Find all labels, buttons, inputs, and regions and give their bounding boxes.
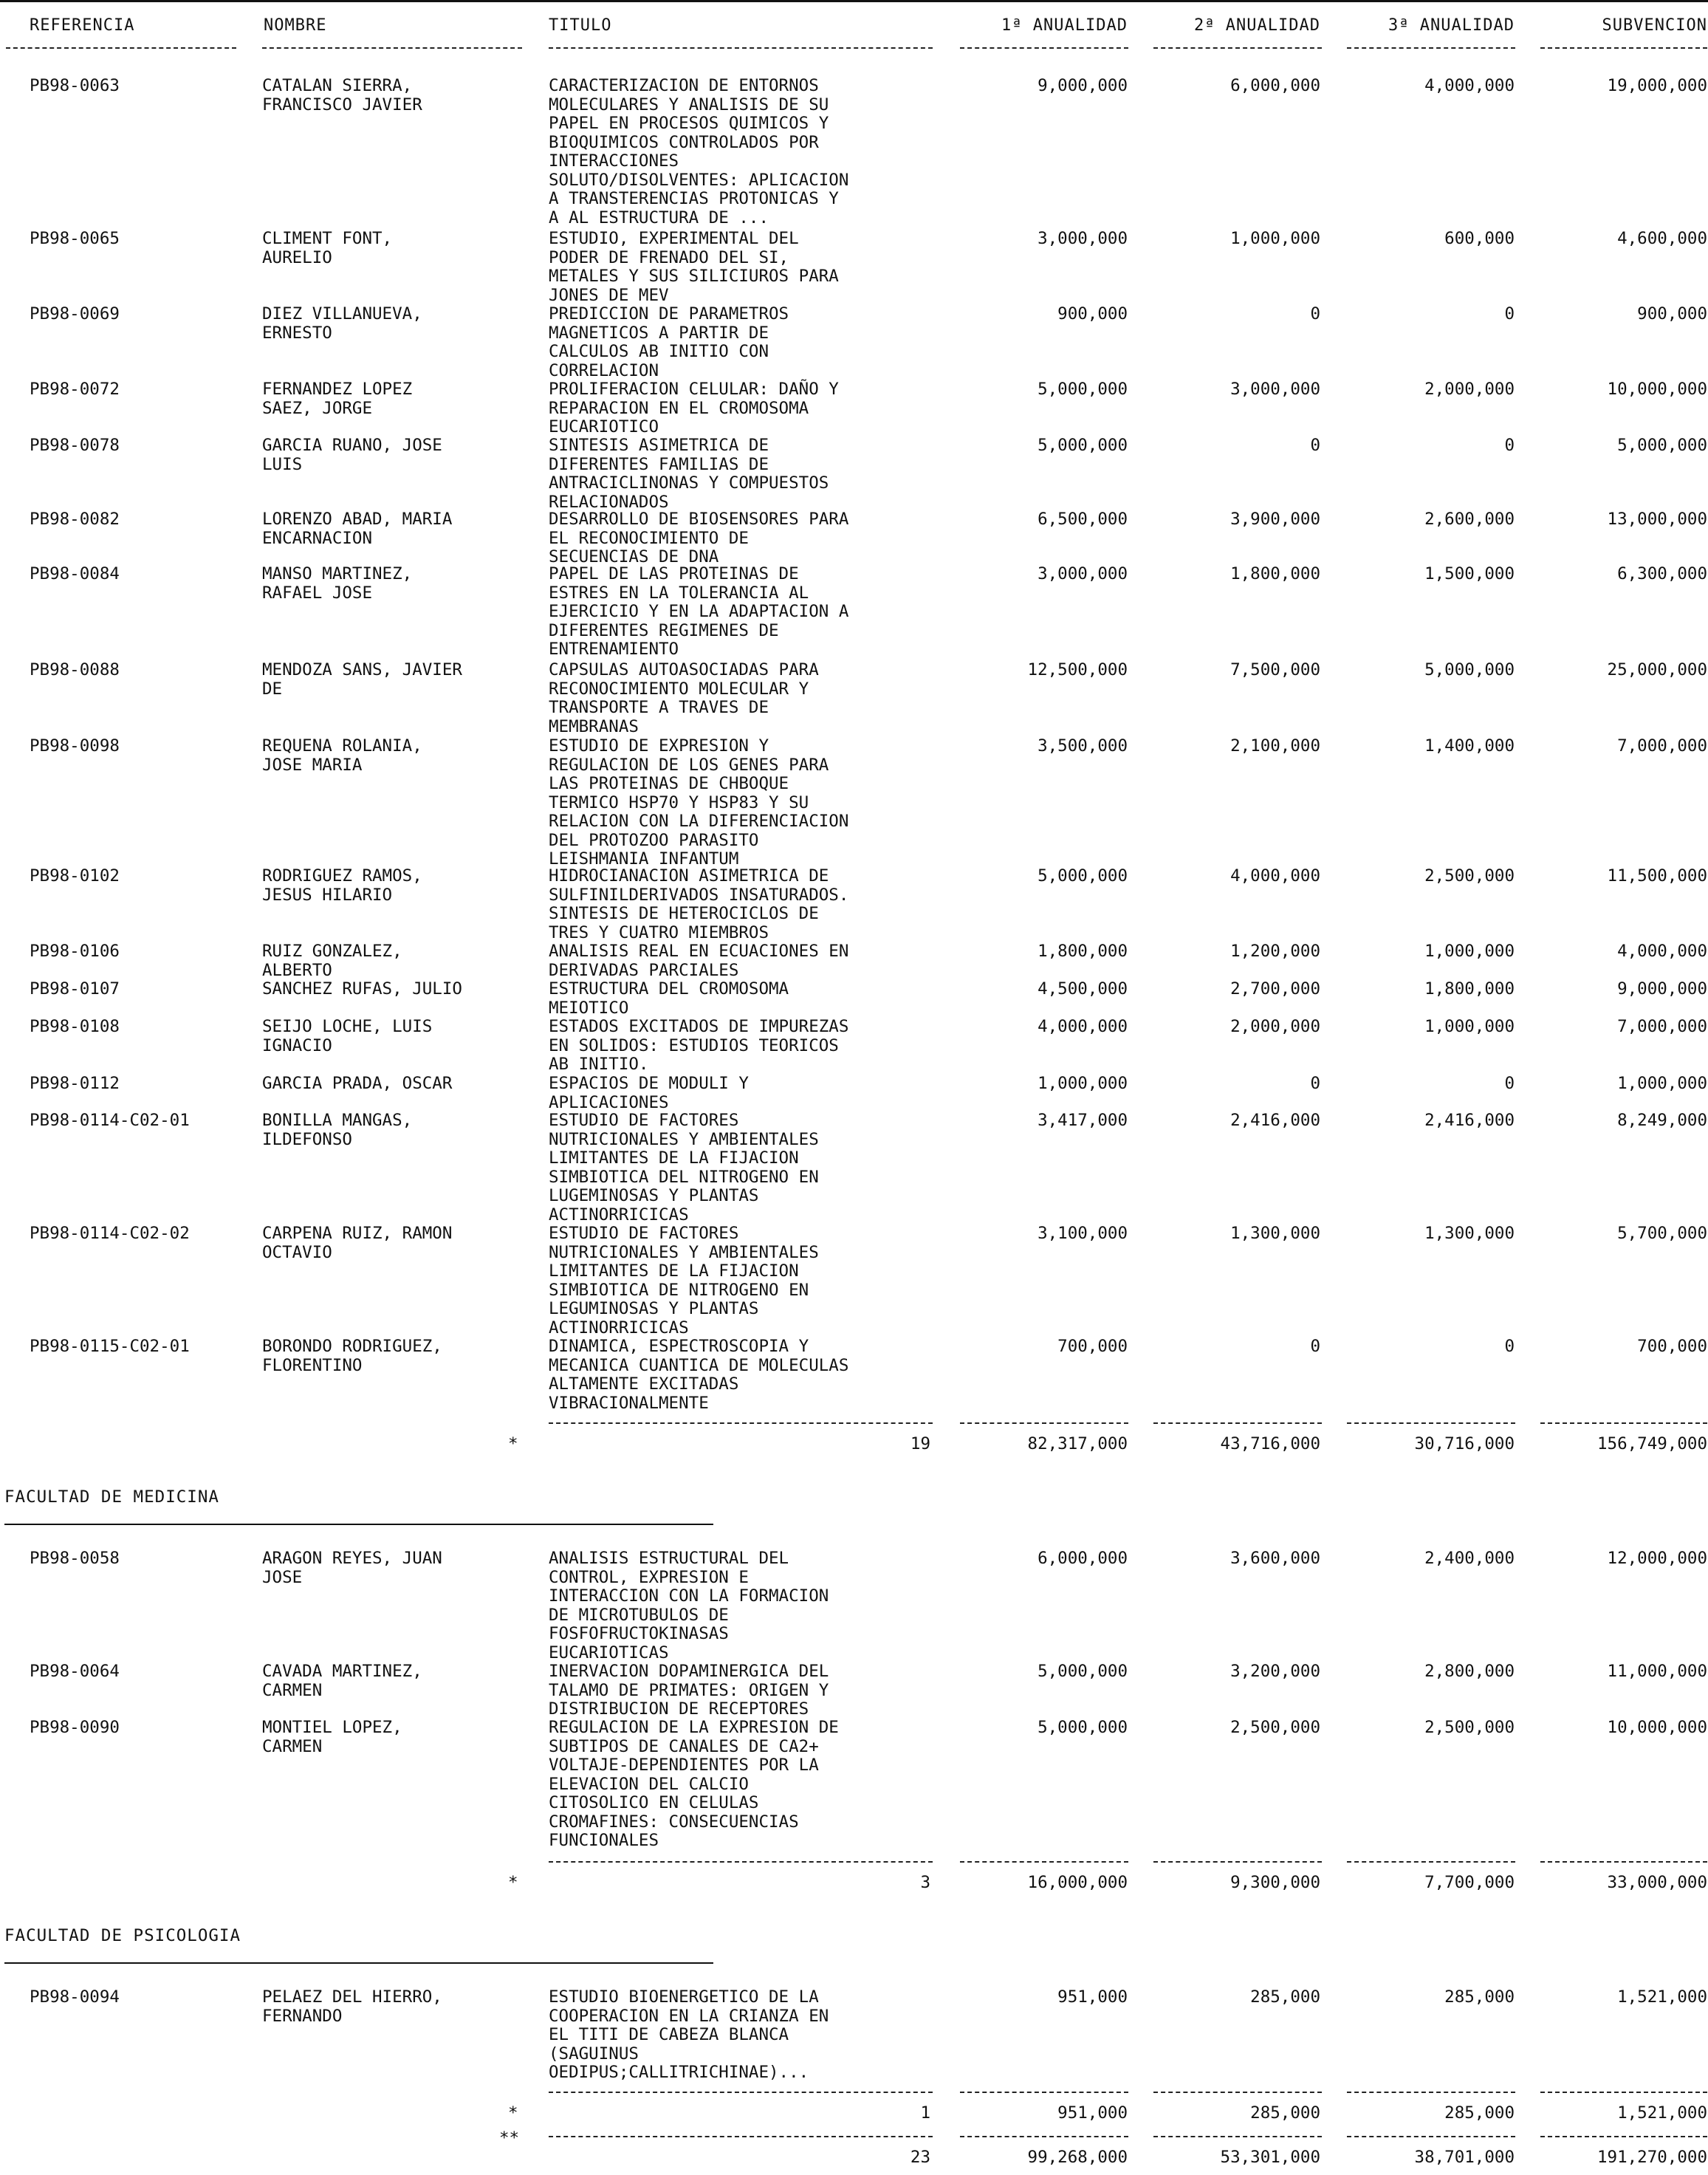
researcher-name-cell: GARCIA PRADA, OSCAR xyxy=(262,1074,453,1093)
subvencion-cell: 5,000,000 xyxy=(1617,436,1707,455)
anualidad-3-cell: 2,500,000 xyxy=(1424,1718,1515,1737)
reference-cell: PB98-0069 xyxy=(30,304,120,323)
researcher-name-cell: CARPENA RUIZ, RAMON OCTAVIO xyxy=(262,1224,453,1262)
header-underline xyxy=(6,47,236,49)
project-title-cell: ESTUDIO DE FACTORES NUTRICIONALES Y AMBIENTALES LIMITANTES DE LA FIJACION SIMBIOTICA DE NITROGENO EN LEGUMINOSAS Y PLANTAS ACTINORRICICAS xyxy=(549,1224,819,1337)
project-title-cell: SINTESIS ASIMETRICA DE DIFERENTES FAMILIAS DE ANTRACICLINONAS Y COMPUESTOS RELACIONADOS xyxy=(549,436,829,512)
anualidad-3-cell: 4,000,000 xyxy=(1424,76,1515,95)
total-rule xyxy=(1540,2136,1707,2137)
subtotal-count: 1 xyxy=(920,2103,930,2123)
project-title-cell: ESTUDIO DE FACTORES NUTRICIONALES Y AMBIENTALES LIMITANTES DE LA FIJACION SIMBIOTICA DEL NITROGENO EN LUGEMINOSAS Y PLANTAS ACTINORRICICAS xyxy=(549,1111,819,1224)
project-title-cell: ANALISIS REAL EN ECUACIONES EN DERIVADAS PARCIALES xyxy=(549,942,849,980)
subtotal-anualidad-3: 7,700,000 xyxy=(1424,1873,1515,1892)
reference-cell: PB98-0063 xyxy=(30,76,120,95)
anualidad-2-cell: 285,000 xyxy=(1250,1987,1320,2007)
researcher-name-cell: SEIJO LOCHE, LUIS IGNACIO xyxy=(262,1017,433,1055)
anualidad-1-cell: 5,000,000 xyxy=(1038,1662,1128,1681)
anualidad-2-cell: 7,500,000 xyxy=(1230,660,1320,679)
anualidad-2-cell: 3,600,000 xyxy=(1230,1549,1320,1568)
anualidad-1-cell: 700,000 xyxy=(1057,1337,1128,1356)
total-rule xyxy=(1540,1422,1707,1424)
anualidad-2-cell: 6,000,000 xyxy=(1230,76,1320,95)
subvencion-cell: 1,521,000 xyxy=(1617,1987,1707,2007)
researcher-name-cell: DIEZ VILLANUEVA, ERNESTO xyxy=(262,304,422,343)
grand-total-anualidad-2: 53,301,000 xyxy=(1220,2148,1320,2167)
anualidad-2-cell: 1,800,000 xyxy=(1230,564,1320,583)
subtotal-count: 19 xyxy=(910,1434,930,1453)
total-rule xyxy=(1347,1861,1515,1863)
subtotal-marker: * xyxy=(508,1873,518,1892)
researcher-name-cell: CAVADA MARTINEZ, CARMEN xyxy=(262,1662,422,1700)
total-rule xyxy=(1153,2092,1322,2093)
subtotal-subvencion: 1,521,000 xyxy=(1617,2103,1707,2123)
header-anualidad-1: 1ª ANUALIDAD xyxy=(1001,16,1128,35)
subvencion-cell: 8,249,000 xyxy=(1617,1111,1707,1130)
subvencion-cell: 10,000,000 xyxy=(1607,380,1707,399)
subtotal-marker: * xyxy=(508,1434,518,1453)
subvencion-cell: 19,000,000 xyxy=(1607,76,1707,95)
anualidad-3-cell: 1,300,000 xyxy=(1424,1224,1515,1243)
researcher-name-cell: RUIZ GONZALEZ, ALBERTO xyxy=(262,942,402,980)
anualidad-2-cell: 1,000,000 xyxy=(1230,229,1320,248)
researcher-name-cell: ARAGON REYES, JUAN JOSE xyxy=(262,1549,442,1587)
group2-total xyxy=(0,1851,1708,1895)
grand-total xyxy=(0,2126,1708,2170)
subvencion-cell: 6,300,000 xyxy=(1617,564,1707,583)
anualidad-1-cell: 951,000 xyxy=(1057,1987,1128,2007)
subvencion-cell: 1,000,000 xyxy=(1617,1074,1707,1093)
grand-total-anualidad-1: 99,268,000 xyxy=(1027,2148,1128,2167)
anualidad-3-cell: 1,400,000 xyxy=(1424,736,1515,756)
subvencion-cell: 25,000,000 xyxy=(1607,660,1707,679)
section-title-psicologia: FACULTAD DE PSICOLOGIA xyxy=(4,1926,241,1945)
anualidad-3-cell: 2,000,000 xyxy=(1424,380,1515,399)
reference-cell: PB98-0090 xyxy=(30,1718,120,1737)
anualidad-3-cell: 0 xyxy=(1504,1337,1515,1356)
subvencion-cell: 11,500,000 xyxy=(1607,866,1707,886)
anualidad-3-cell: 5,000,000 xyxy=(1424,660,1515,679)
subvencion-cell: 4,600,000 xyxy=(1617,229,1707,248)
anualidad-1-cell: 1,000,000 xyxy=(1038,1074,1128,1093)
researcher-name-cell: SANCHEZ RUFAS, JULIO xyxy=(262,979,462,999)
total-rule xyxy=(960,2092,1128,2093)
project-title-cell: ESTUDIO, EXPERIMENTAL DEL PODER DE FRENADO DEL SI, METALES Y SUS SILICIUROS PARA JONES DE MEV xyxy=(549,229,839,305)
total-rule xyxy=(1153,1422,1322,1424)
project-title-cell: ESPACIOS DE MODULI Y APLICACIONES xyxy=(549,1074,749,1112)
anualidad-1-cell: 3,000,000 xyxy=(1038,229,1128,248)
subvencion-cell: 5,700,000 xyxy=(1617,1224,1707,1243)
project-title-cell: PAPEL DE LAS PROTEINAS DE ESTRES EN LA TOLERANCIA AL EJERCICIO Y EN LA ADAPTACION A DIFERENTES REGIMENES DE ENTRENAMIENTO xyxy=(549,564,849,659)
section-rule xyxy=(4,1962,713,1964)
header-anualidad-2: 2ª ANUALIDAD xyxy=(1194,16,1320,35)
total-rule xyxy=(960,1422,1128,1424)
anualidad-2-cell: 2,416,000 xyxy=(1230,1111,1320,1130)
header-underline xyxy=(549,47,933,49)
researcher-name-cell: MANSO MARTINEZ, RAFAEL JOSE xyxy=(262,564,413,603)
project-title-cell: ESTUDIO BIOENERGETICO DE LA COOPERACION EN LA CRIANZA EN EL TITI DE CABEZA BLANCA (SAGUINUS OEDIPUS;CALLITRICHINAE)... xyxy=(549,1987,829,2082)
total-rule xyxy=(1540,2092,1707,2093)
reference-cell: PB98-0114-C02-01 xyxy=(30,1111,190,1130)
subtotal-anualidad-3: 285,000 xyxy=(1444,2103,1515,2123)
subvencion-cell: 9,000,000 xyxy=(1617,979,1707,999)
anualidad-2-cell: 3,200,000 xyxy=(1230,1662,1320,1681)
total-rule xyxy=(549,2136,933,2137)
project-title-cell: DINAMICA, ESPECTROSCOPIA Y MECANICA CUANTICA DE MOLECULAS ALTAMENTE EXCITADAS VIBRACIONALMENTE xyxy=(549,1337,849,1413)
header-underline xyxy=(1540,47,1707,49)
anualidad-2-cell: 2,100,000 xyxy=(1230,736,1320,756)
researcher-name-cell: BORONDO RODRIGUEZ, FLORENTINO xyxy=(262,1337,442,1375)
subtotal-anualidad-2: 43,716,000 xyxy=(1220,1434,1320,1453)
subvencion-cell: 900,000 xyxy=(1637,304,1707,323)
anualidad-1-cell: 1,800,000 xyxy=(1038,942,1128,961)
researcher-name-cell: FERNANDEZ LOPEZ SAEZ, JORGE xyxy=(262,380,413,418)
subtotal-anualidad-3: 30,716,000 xyxy=(1414,1434,1515,1453)
anualidad-1-cell: 3,100,000 xyxy=(1038,1224,1128,1243)
anualidad-3-cell: 2,400,000 xyxy=(1424,1549,1515,1568)
total-rule xyxy=(960,1861,1128,1863)
anualidad-1-cell: 4,000,000 xyxy=(1038,1017,1128,1036)
total-rule xyxy=(549,1422,933,1424)
subvencion-cell: 12,000,000 xyxy=(1607,1549,1707,1568)
total-rule xyxy=(1347,1422,1515,1424)
anualidad-1-cell: 4,500,000 xyxy=(1038,979,1128,999)
subtotal-count: 3 xyxy=(920,1873,930,1892)
reference-cell: PB98-0098 xyxy=(30,736,120,756)
total-rule xyxy=(1347,2092,1515,2093)
reference-cell: PB98-0058 xyxy=(30,1549,120,1568)
reference-cell: PB98-0065 xyxy=(30,229,120,248)
researcher-name-cell: LORENZO ABAD, MARIA ENCARNACION xyxy=(262,510,453,548)
reference-cell: PB98-0114-C02-02 xyxy=(30,1224,190,1243)
grand-total-count: 23 xyxy=(910,2148,930,2167)
grand-total-anualidad-3: 38,701,000 xyxy=(1414,2148,1515,2167)
subtotal-anualidad-2: 285,000 xyxy=(1250,2103,1320,2123)
header-nombre: NOMBRE xyxy=(264,16,327,35)
group1-total xyxy=(0,1412,1708,1456)
total-rule xyxy=(1153,1861,1322,1863)
anualidad-1-cell: 900,000 xyxy=(1057,304,1128,323)
grand-total-marker: ** xyxy=(499,2128,520,2148)
subtotal-marker: * xyxy=(508,2103,518,2123)
anualidad-3-cell: 1,500,000 xyxy=(1424,564,1515,583)
project-title-cell: HIDROCIANACION ASIMETRICA DE SULFINILDERIVADOS INSATURADOS. SINTESIS DE HETEROCICLOS DE TRES Y CUATRO MIEMBROS xyxy=(549,866,849,942)
reference-cell: PB98-0115-C02-01 xyxy=(30,1337,190,1356)
total-rule xyxy=(549,1861,933,1863)
researcher-name-cell: CLIMENT FONT, AURELIO xyxy=(262,229,393,267)
anualidad-3-cell: 2,416,000 xyxy=(1424,1111,1515,1130)
anualidad-2-cell: 0 xyxy=(1310,1337,1320,1356)
total-rule xyxy=(549,2092,933,2093)
anualidad-1-cell: 5,000,000 xyxy=(1038,380,1128,399)
researcher-name-cell: GARCIA RUANO, JOSE LUIS xyxy=(262,436,442,474)
reference-cell: PB98-0107 xyxy=(30,979,120,999)
anualidad-3-cell: 1,000,000 xyxy=(1424,1017,1515,1036)
subvencion-cell: 11,000,000 xyxy=(1607,1662,1707,1681)
project-title-cell: PROLIFERACION CELULAR: DAÑO Y REPARACION EN EL CROMOSOMA EUCARIOTICO xyxy=(549,380,839,436)
reference-cell: PB98-0078 xyxy=(30,436,120,455)
section-title-medicina: FACULTAD DE MEDICINA xyxy=(4,1487,219,1507)
anualidad-1-cell: 3,417,000 xyxy=(1038,1111,1128,1130)
anualidad-2-cell: 0 xyxy=(1310,304,1320,323)
researcher-name-cell: MONTIEL LOPEZ, CARMEN xyxy=(262,1718,402,1756)
reference-cell: PB98-0084 xyxy=(30,564,120,583)
anualidad-2-cell: 3,000,000 xyxy=(1230,380,1320,399)
anualidad-3-cell: 2,500,000 xyxy=(1424,866,1515,886)
project-title-cell: ANALISIS ESTRUCTURAL DEL CONTROL, EXPRESION E INTERACCION CON LA FORMACION DE MICROTUBULOS DE FOSFOFRUCTOKINASAS EUCARIOTICAS xyxy=(549,1549,829,1662)
project-title-cell: ESTRUCTURA DEL CROMOSOMA MEIOTICO xyxy=(549,979,789,1018)
anualidad-2-cell: 1,300,000 xyxy=(1230,1224,1320,1243)
anualidad-3-cell: 0 xyxy=(1504,304,1515,323)
reference-cell: PB98-0106 xyxy=(30,942,120,961)
researcher-name-cell: BONILLA MANGAS, ILDEFONSO xyxy=(262,1111,413,1149)
project-title-cell: CARACTERIZACION DE ENTORNOS MOLECULARES Y ANALISIS DE SU PAPEL EN PROCESOS QUIMICOS Y BIOQUIMICOS CONTROLADOS POR INTERACCIONES SOLUTO/DISOLVENTES: APLICACION A TRANSTERENCIAS PROTONICAS Y A AL ESTRUCTURA DE ... xyxy=(549,76,849,227)
header-underline xyxy=(1153,47,1322,49)
subvencion-cell: 10,000,000 xyxy=(1607,1718,1707,1737)
reference-cell: PB98-0108 xyxy=(30,1017,120,1036)
anualidad-1-cell: 5,000,000 xyxy=(1038,436,1128,455)
header-referencia: REFERENCIA xyxy=(30,16,135,35)
anualidad-3-cell: 600,000 xyxy=(1444,229,1515,248)
anualidad-1-cell: 6,000,000 xyxy=(1038,1549,1128,1568)
project-title-cell: DESARROLLO DE BIOSENSORES PARA EL RECONOCIMIENTO DE SECUENCIAS DE DNA xyxy=(549,510,849,566)
researcher-name-cell: MENDOZA SANS, JAVIER DE xyxy=(262,660,462,699)
subtotal-anualidad-1: 16,000,000 xyxy=(1027,1873,1128,1892)
project-title-cell: PREDICCION DE PARAMETROS MAGNETICOS A PARTIR DE CALCULOS AB INITIO CON CORRELACION xyxy=(549,304,789,380)
reference-cell: PB98-0094 xyxy=(30,1987,120,2007)
anualidad-1-cell: 3,500,000 xyxy=(1038,736,1128,756)
anualidad-3-cell: 0 xyxy=(1504,1074,1515,1093)
reference-cell: PB98-0112 xyxy=(30,1074,120,1093)
anualidad-2-cell: 2,000,000 xyxy=(1230,1017,1320,1036)
header-underline xyxy=(960,47,1128,49)
subvencion-cell: 13,000,000 xyxy=(1607,510,1707,529)
subtotal-anualidad-1: 951,000 xyxy=(1057,2103,1128,2123)
subtotal-subvencion: 156,749,000 xyxy=(1596,1434,1707,1453)
reference-cell: PB98-0072 xyxy=(30,380,120,399)
researcher-name-cell: REQUENA ROLANIA, JOSE MARIA xyxy=(262,736,422,775)
researcher-name-cell: RODRIGUEZ RAMOS, JESUS HILARIO xyxy=(262,866,422,905)
reference-cell: PB98-0082 xyxy=(30,510,120,529)
subtotal-subvencion: 33,000,000 xyxy=(1607,1873,1707,1892)
subvencion-cell: 7,000,000 xyxy=(1617,1017,1707,1036)
section-rule xyxy=(4,1524,713,1525)
header-subvencion: SUBVENCION xyxy=(1602,16,1707,35)
total-rule xyxy=(1540,1861,1707,1863)
anualidad-2-cell: 2,500,000 xyxy=(1230,1718,1320,1737)
subtotal-anualidad-2: 9,300,000 xyxy=(1230,1873,1320,1892)
researcher-name-cell: PELAEZ DEL HIERRO, FERNANDO xyxy=(262,1987,442,2026)
anualidad-1-cell: 6,500,000 xyxy=(1038,510,1128,529)
reference-cell: PB98-0064 xyxy=(30,1662,120,1681)
anualidad-2-cell: 0 xyxy=(1310,436,1320,455)
header-underline xyxy=(1347,47,1515,49)
anualidad-2-cell: 3,900,000 xyxy=(1230,510,1320,529)
anualidad-3-cell: 0 xyxy=(1504,436,1515,455)
subvencion-cell: 700,000 xyxy=(1637,1337,1707,1356)
project-title-cell: INERVACION DOPAMINERGICA DEL TALAMO DE PRIMATES: ORIGEN Y DISTRIBUCION DE RECEPTORES xyxy=(549,1662,829,1719)
anualidad-3-cell: 1,800,000 xyxy=(1424,979,1515,999)
total-rule xyxy=(1153,2136,1322,2137)
anualidad-1-cell: 9,000,000 xyxy=(1038,76,1128,95)
researcher-name-cell: CATALAN SIERRA, FRANCISCO JAVIER xyxy=(262,76,422,114)
project-title-cell: ESTUDIO DE EXPRESION Y REGULACION DE LOS GENES PARA LAS PROTEINAS DE CHBOQUE TERMICO HSP70 Y HSP83 Y SU RELACION CON LA DIFERENCIACION DEL PROTOZOO PARASITO LEISHMANIA INFANTUM xyxy=(549,736,849,869)
anualidad-2-cell: 2,700,000 xyxy=(1230,979,1320,999)
header-titulo: TITULO xyxy=(549,16,612,35)
anualidad-2-cell: 0 xyxy=(1310,1074,1320,1093)
subvencion-cell: 4,000,000 xyxy=(1617,942,1707,961)
project-title-cell: REGULACION DE LA EXPRESION DE SUBTIPOS DE CANALES DE CA2+ VOLTAJE-DEPENDIENTES POR LA ELEVACION DEL CALCIO CITOSOLICO EN CELULAS CROMAFINES: CONSECUENCIAS FUNCIONALES xyxy=(549,1718,839,1850)
group3-total xyxy=(0,2081,1708,2126)
top-rule xyxy=(0,0,1708,2)
subtotal-anualidad-1: 82,317,000 xyxy=(1027,1434,1128,1453)
anualidad-3-cell: 2,800,000 xyxy=(1424,1662,1515,1681)
anualidad-3-cell: 2,600,000 xyxy=(1424,510,1515,529)
anualidad-1-cell: 12,500,000 xyxy=(1027,660,1128,679)
header-anualidad-3: 3ª ANUALIDAD xyxy=(1388,16,1515,35)
project-title-cell: CAPSULAS AUTOASOCIADAS PARA RECONOCIMIENTO MOLECULAR Y TRANSPORTE A TRAVES DE MEMBRANAS xyxy=(549,660,819,736)
anualidad-2-cell: 1,200,000 xyxy=(1230,942,1320,961)
anualidad-1-cell: 3,000,000 xyxy=(1038,564,1128,583)
subvencion-cell: 7,000,000 xyxy=(1617,736,1707,756)
anualidad-1-cell: 5,000,000 xyxy=(1038,1718,1128,1737)
header-underline xyxy=(262,47,522,49)
grand-total-subvencion: 191,270,000 xyxy=(1596,2148,1707,2167)
total-rule xyxy=(1347,2136,1515,2137)
anualidad-1-cell: 5,000,000 xyxy=(1038,866,1128,886)
anualidad-3-cell: 1,000,000 xyxy=(1424,942,1515,961)
anualidad-2-cell: 4,000,000 xyxy=(1230,866,1320,886)
anualidad-3-cell: 285,000 xyxy=(1444,1987,1515,2007)
reference-cell: PB98-0088 xyxy=(30,660,120,679)
project-title-cell: ESTADOS EXCITADOS DE IMPUREZAS EN SOLIDOS: ESTUDIOS TEORICOS AB INITIO. xyxy=(549,1017,849,1074)
reference-cell: PB98-0102 xyxy=(30,866,120,886)
total-rule xyxy=(960,2136,1128,2137)
